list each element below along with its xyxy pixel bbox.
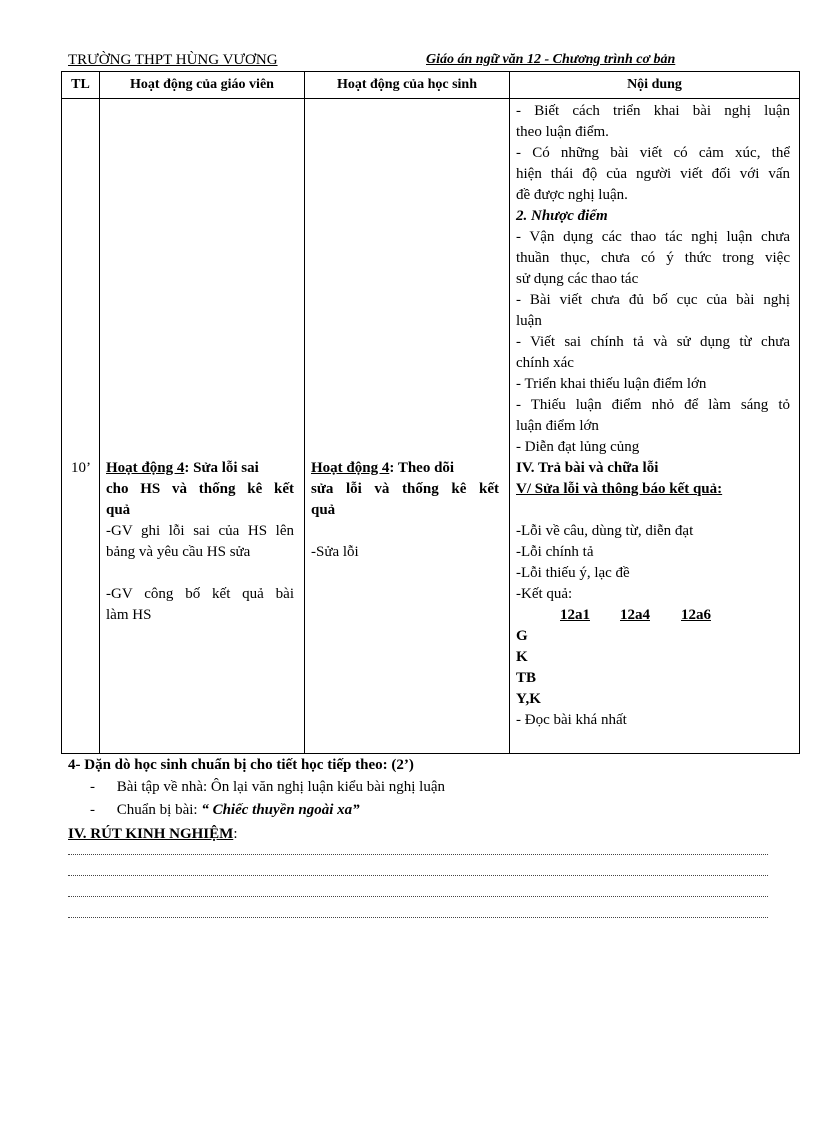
experience-heading: IV. RÚT KINH NGHIỆM: — [68, 826, 238, 842]
bullet-dash: - — [90, 779, 95, 795]
grade-label: TB — [516, 670, 537, 686]
teacher-activity-title-3: quả — [106, 502, 131, 518]
content-line: sử dụng các thao tác — [516, 271, 639, 287]
content-line: luận điểm lớn — [516, 418, 599, 434]
bullet-dash: - — [90, 802, 95, 818]
teacher-activity-title: Hoạt động 4: Sửa lỗi sai — [106, 460, 259, 476]
blank-line — [68, 894, 768, 897]
cell-content — [510, 99, 800, 754]
content-line: -Lỗi chính tả — [516, 544, 594, 560]
content-line: - Triển khai thiếu luận điểm lớn — [516, 376, 707, 392]
teacher-task-1b: bảng và yêu cầu HS sửa — [106, 544, 251, 560]
content-line: - Diễn đạt lủng củng — [516, 439, 640, 455]
page-header — [68, 52, 799, 72]
content-line: - Vận dụng các thao tác nghị luận chưa — [516, 229, 790, 245]
content-line: thuần thục, chưa có ý thức trong việc — [516, 250, 790, 266]
table-row — [62, 99, 800, 754]
content-line: - Có những bài viết có cảm xúc, thể — [516, 145, 790, 161]
homework-text: Bài tập về nhà: Ôn lại văn nghị luận kiểu bài nghị luận — [116, 779, 446, 795]
content-line: - Thiếu luận điểm nhỏ để làm sáng tỏ — [516, 397, 790, 413]
time-value: 10’ — [71, 460, 91, 476]
blank-line — [68, 873, 768, 876]
content-line: đề được nghị luận. — [516, 187, 628, 203]
grade-label: G — [516, 628, 528, 644]
content-line: hiện thái độ của người viết đối với vấn — [516, 166, 790, 182]
section-return-essays: IV. Trả bài và chữa lỗi — [516, 460, 659, 476]
section-weaknesses: 2. Nhược điểm — [516, 208, 608, 224]
lesson-table — [61, 71, 800, 754]
student-activity-title-2: sửa lỗi và thống kê kết — [311, 481, 499, 497]
grade-label: Y,K — [516, 691, 541, 707]
cell-student — [305, 99, 510, 754]
course-title: Giáo án ngữ văn 12 - Chương trình cơ bản — [426, 52, 676, 67]
cell-tl — [62, 99, 100, 754]
list-item — [90, 802, 360, 819]
teacher-task-2b: làm HS — [106, 607, 152, 623]
teacher-activity-title-2: cho HS và thống kê kết — [106, 481, 294, 497]
school-name: TRƯỜNG THPT HÙNG VƯƠNG — [68, 52, 278, 68]
list-item — [90, 779, 445, 796]
header-tl: TL — [62, 72, 100, 99]
content-line: -Lỗi về câu, dùng từ, diễn đạt — [516, 523, 694, 539]
content-line: - Đọc bài khá nhất — [516, 712, 627, 728]
student-activity-title-3: quả — [311, 502, 336, 518]
content-line: theo luận điểm. — [516, 124, 609, 140]
teacher-task-1: -GV ghi lỗi sai của HS lên — [106, 523, 294, 539]
class-label: 12a6 — [681, 607, 711, 623]
content-line: - Biết cách triển khai bài nghị luận — [516, 103, 790, 119]
student-task-1: -Sửa lỗi — [311, 544, 359, 560]
student-activity-title: Hoạt động 4: Theo dõi — [311, 460, 455, 476]
class-label: 12a4 — [620, 607, 650, 623]
content-line: luận — [516, 313, 542, 329]
next-lesson-title: “ Chiếc thuyền ngoài xa” — [201, 802, 360, 818]
section-fix-errors: V/ Sửa lỗi và thông báo kết quả: — [516, 481, 723, 497]
header-content: Nội dung — [510, 72, 800, 99]
prepare-text: Chuẩn bị bài: — [116, 802, 202, 818]
teacher-task-2: -GV công bố kết quả bài — [106, 586, 294, 602]
content-line: -Kết quả: — [516, 586, 573, 602]
assignment-heading: 4- Dặn dò học sinh chuẩn bị cho tiết học tiếp theo: (2’) — [68, 757, 414, 773]
content-line: - Bài viết chưa đủ bố cục của bài nghị — [516, 292, 790, 308]
content-line: -Lỗi thiếu ý, lạc đề — [516, 565, 630, 581]
class-label: 12a1 — [560, 607, 590, 623]
header-teacher: Hoạt động của giáo viên — [100, 72, 305, 99]
content-line: chính xác — [516, 355, 574, 371]
content-line: - Viết sai chính tả và sử dụng từ chưa — [516, 334, 790, 350]
blank-line — [68, 915, 768, 918]
cell-teacher — [100, 99, 305, 754]
header-student: Hoạt động của học sinh — [305, 72, 510, 99]
grade-label: K — [516, 649, 528, 665]
table-header-row — [62, 72, 800, 99]
blank-line — [68, 852, 768, 855]
